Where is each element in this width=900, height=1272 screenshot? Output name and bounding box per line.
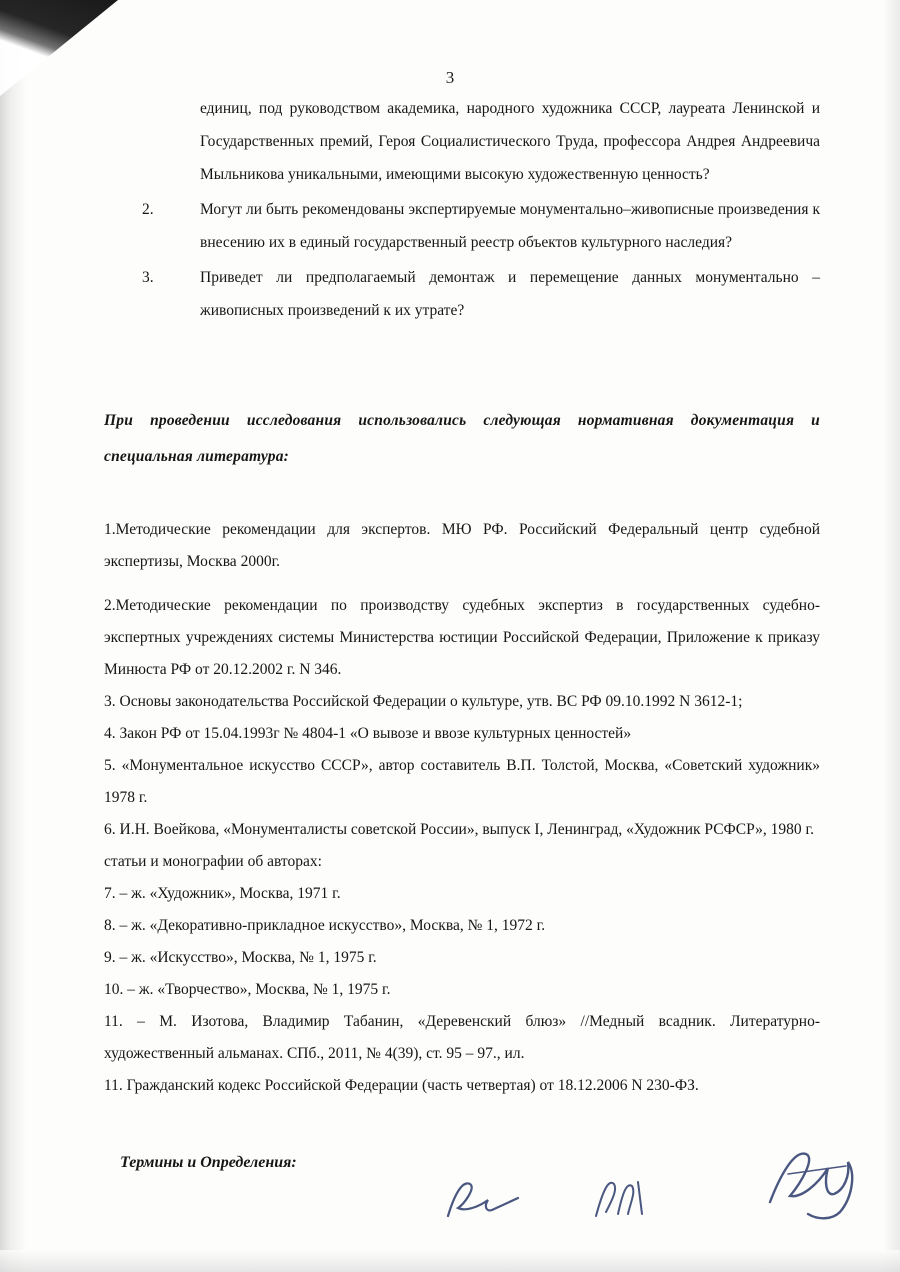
signature-mark-3 xyxy=(760,1140,870,1230)
reference-item: 5. «Монументальное искусство СССР», автор составитель В.П. Толстой, Москва, «Советский художник» 1978 г. xyxy=(104,757,820,806)
signature-mark-2 xyxy=(590,1170,660,1228)
reference-item: 7. – ж. «Художник», Москва, 1971 г. xyxy=(104,885,341,902)
question-text: Приведет ли предполагаемый демонтаж и перемещение данных монументально – живописных произведений к их утрате? xyxy=(200,269,820,319)
reference-item: 9. – ж. «Искусство», Москва, № 1, 1975 г. xyxy=(104,949,377,966)
signature-mark-1 xyxy=(440,1168,530,1228)
scan-edge-artifact-bottom xyxy=(0,1250,900,1272)
reference-item: статьи и монографии об авторах: xyxy=(104,853,322,870)
question-number: 2. xyxy=(142,201,154,218)
reference-item: 10. – ж. «Творчество», Москва, № 1, 1975 г. xyxy=(104,981,391,998)
question-item xyxy=(104,193,820,259)
reference-item: 11. Гражданский кодекс Российской Федерации (часть четвертая) от 18.12.2006 N 230-ФЗ. xyxy=(104,1077,699,1094)
question-number: 3. xyxy=(142,269,154,286)
question-1-continuation: единиц, под руководством академика, народного художника СССР, лауреата Ленинской и Государственных премий, Героя Социалистического Труда, профессора Андрея Андреевича Мыльникова уникальными, имеющими высокую художественную ценность? xyxy=(200,100,820,183)
question-item xyxy=(104,261,820,327)
reference-item: 8. – ж. «Декоративно-прикладное искусство», Москва, № 1, 1972 г. xyxy=(104,917,546,934)
reference-item: 4. Закон РФ от 15.04.1993г № 4804-1 «О вывозе и ввозе культурных ценностей» xyxy=(104,725,632,742)
reference-item: 6. И.Н. Воейкова, «Монументалисты советской России», выпуск I, Ленинград, «Художник РСФСР», 1980 г. xyxy=(104,821,815,838)
scan-edge-artifact-left xyxy=(0,0,26,1272)
scan-edge-artifact-right xyxy=(884,0,900,1272)
reference-item: 3. Основы законодательства Российской Федерации о культуре, утв. ВС РФ 09.10.1992 N 3612-1; xyxy=(104,693,743,710)
heading-spacer xyxy=(104,490,820,514)
reference-item: 2.Методические рекомендации по производству судебных экспертиз в государственных судебно-экспертных учреждениях системы Министерства юстиции Российской Федерации, Приложение к приказу Минюста РФ от 20.12.2002 г. N 346. xyxy=(104,597,820,678)
reference-item: 11. – М. Изотова, Владимир Табанин, «Деревенский блюз» //Медный всадник. Литературно-художественный альманах. СПб., 2011, № 4(39), ст. 95 – 97., ил. xyxy=(104,1013,820,1062)
sources-heading: При проведении исследования использовались следующая нормативная документация и специальная литература: xyxy=(104,411,820,465)
section-spacer xyxy=(104,327,820,387)
terms-heading: Термины и Определения: xyxy=(120,1154,297,1171)
reference-spacer xyxy=(104,578,820,590)
page-number: 3 xyxy=(445,68,455,87)
reference-item: 1.Методические рекомендации для экспертов. МЮ РФ. Российский Федеральный центр судебной экспертизы, Москва 2000г. xyxy=(104,521,820,570)
question-text: Могут ли быть рекомендованы экспертируемые монументально–живописные произведения к внесению их в единый государственный реестр объектов культурного наследия? xyxy=(200,201,820,251)
document-body xyxy=(104,92,820,1195)
